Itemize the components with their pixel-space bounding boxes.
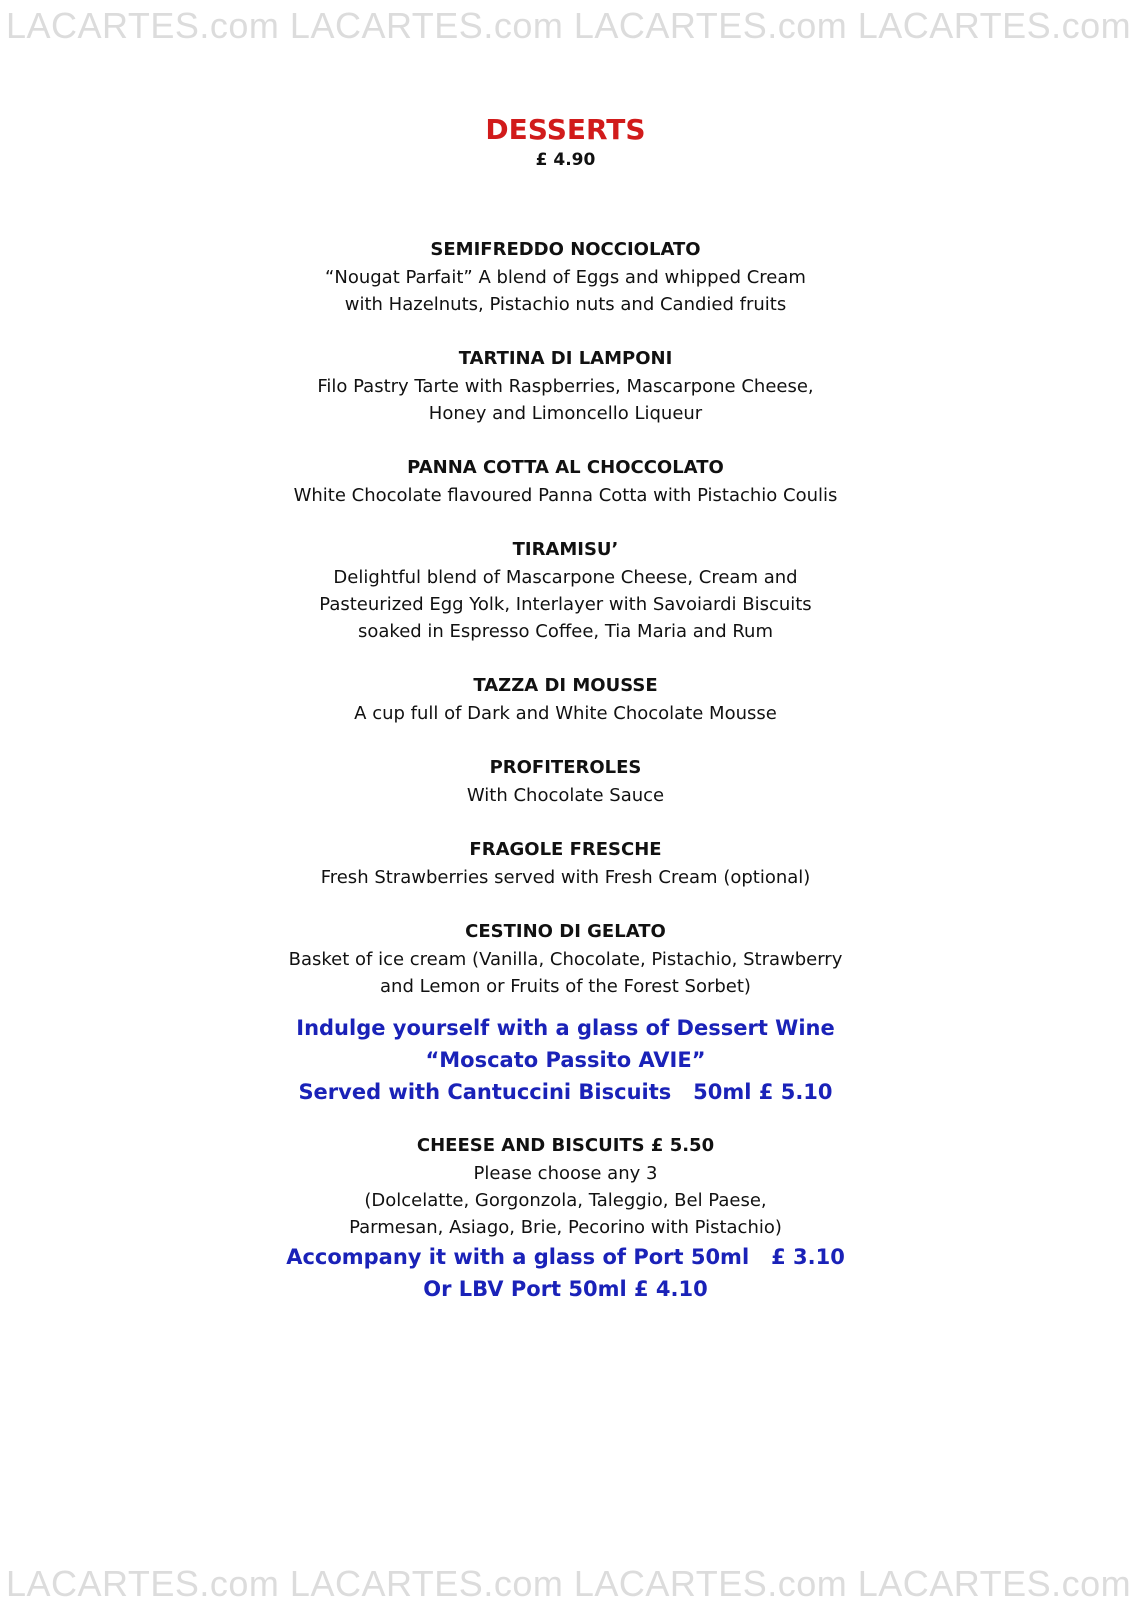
dessert-list	[0, 236, 1131, 1000]
dessert-description-line: With Chocolate Sauce	[466, 785, 665, 806]
cheese-description-line: (Dolcelatte, Gorgonzola, Taleggio, Bel Paese,	[364, 1190, 767, 1211]
dessert-item	[0, 836, 1131, 891]
cheese-description-line: Please choose any 3	[473, 1163, 658, 1184]
dessert-description-line: Honey and Limoncello Liqueur	[428, 403, 703, 424]
dessert-name: SEMIFREDDO NOCCIOLATO	[430, 239, 701, 260]
dessert-name: PANNA COTTA AL CHOCCOLATO	[407, 457, 724, 478]
dessert-item	[0, 754, 1131, 809]
dessert-wine-offer	[0, 1012, 1131, 1108]
port-offer-line: Or LBV Port 50ml £ 4.10	[423, 1277, 708, 1301]
cheese-title: CHEESE AND BISCUITS £ 5.50	[416, 1135, 715, 1156]
dessert-item	[0, 918, 1131, 1000]
dessert-name: FRAGOLE FRESCHE	[469, 839, 662, 860]
watermark-top: LACARTES.com LACARTES.com LACARTES.com LACARTES.com	[6, 8, 1131, 44]
dessert-description-line: and Lemon or Fruits of the Forest Sorbet)	[380, 976, 751, 997]
port-offer	[0, 1241, 1131, 1305]
menu-title: DESSERTS	[485, 113, 646, 146]
dessert-description-line: Fresh Strawberries served with Fresh Cream (optional)	[320, 867, 811, 888]
dessert-description-line: Filo Pastry Tarte with Raspberries, Mascarpone Cheese,	[317, 376, 814, 397]
dessert-item	[0, 536, 1131, 645]
dessert-name: CESTINO DI GELATO	[465, 921, 666, 942]
cheese-description-line: Parmesan, Asiago, Brie, Pecorino with Pistachio)	[349, 1217, 782, 1238]
menu-price: £ 4.90	[535, 150, 596, 170]
dessert-description-line: Delightful blend of Mascarpone Cheese, Cream and	[333, 567, 798, 588]
dessert-name: TAZZA DI MOUSSE	[473, 675, 658, 696]
wine-offer-line: Indulge yourself with a glass of Dessert Wine	[296, 1016, 835, 1040]
watermark-bottom: LACARTES.com LACARTES.com LACARTES.com LACARTES.com	[6, 1566, 1131, 1602]
dessert-description-line: Basket of ice cream (Vanilla, Chocolate, Pistachio, Strawberry	[288, 949, 843, 970]
dessert-item	[0, 454, 1131, 509]
dessert-name: PROFITEROLES	[489, 757, 642, 778]
dessert-description-line: Pasteurized Egg Yolk, Interlayer with Savoiardi Biscuits	[319, 594, 812, 615]
dessert-item	[0, 672, 1131, 727]
port-offer-line: Accompany it with a glass of Port 50ml £ 3.10	[286, 1245, 845, 1269]
cheese-section	[0, 1132, 1131, 1241]
dessert-description-line: “Nougat Parfait” A blend of Eggs and whipped Cream	[325, 267, 806, 288]
wine-offer-line: “Moscato Passito AVIE”	[425, 1048, 706, 1072]
dessert-description-line: with Hazelnuts, Pistachio nuts and Candied fruits	[344, 294, 787, 315]
dessert-name: TARTINA DI LAMPONI	[458, 348, 673, 369]
dessert-description-line: soaked in Espresso Coffee, Tia Maria and Rum	[357, 621, 773, 642]
dessert-menu	[0, 112, 1131, 1305]
dessert-description-line: A cup full of Dark and White Chocolate Mousse	[354, 703, 777, 724]
dessert-name: TIRAMISU’	[512, 539, 619, 560]
dessert-item	[0, 345, 1131, 427]
dessert-item	[0, 236, 1131, 318]
wine-offer-line: Served with Cantuccini Biscuits 50ml £ 5.10	[298, 1080, 833, 1104]
dessert-description-line: White Chocolate flavoured Panna Cotta with Pistachio Coulis	[293, 485, 838, 506]
